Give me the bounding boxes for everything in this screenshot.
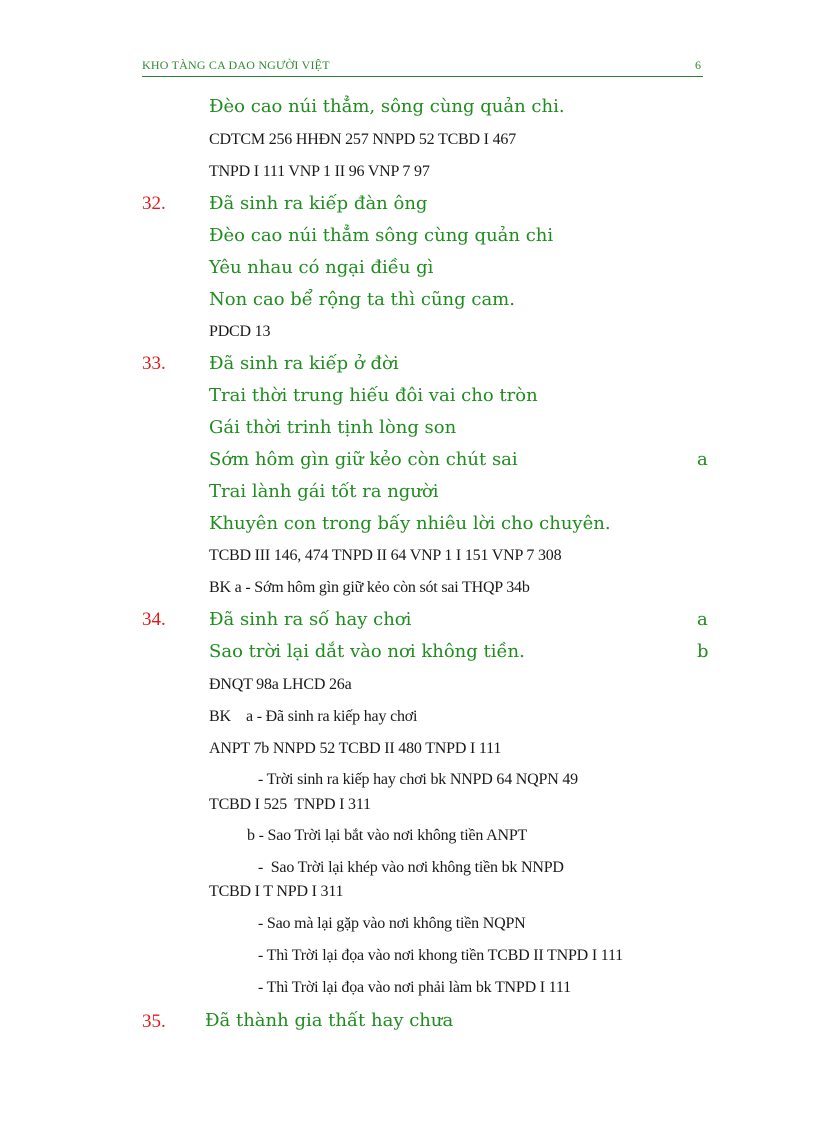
verse-line: Đã thành gia thất hay chưa [205, 1010, 454, 1031]
verse-line: Đã sinh ra số hay chơi [209, 609, 412, 630]
source-note: CDTCM 256 HHĐN 257 NNPD 52 TCBD I 467 [209, 131, 516, 148]
variant-note: - Thì Trời lại đọa vào nơi phải làm bk TNPD I 111 [258, 979, 571, 996]
variant-note: BK a - Đã sinh ra kiếp hay chơi [209, 708, 418, 725]
verse-line: Non cao bể rộng ta thì cũng cam. [209, 289, 515, 310]
verse-line: Đèo cao núi thẳm sông cùng quản chi [209, 225, 554, 246]
source-note: ANPT 7b NNPD 52 TCBD II 480 TNPD I 111 [209, 740, 502, 757]
variant-mark: a [697, 609, 708, 630]
source-note: ĐNQT 98a LHCD 26a [209, 676, 352, 693]
variant-note: - Thì Trời lại đọa vào nơi khong tiền TCBD II TNPD I 111 [258, 947, 623, 964]
verse-line: Sao trời lại dắt vào nơi không tiền. [209, 641, 525, 662]
variant-mark: b [697, 641, 709, 662]
verse-line: Đèo cao núi thẳm, sông cùng quản chi. [209, 96, 565, 117]
verse-line: Đã sinh ra kiếp ở đời [209, 353, 399, 374]
verse-line: Gái thời trinh tịnh lòng son [209, 417, 457, 438]
source-note: PDCD 13 [209, 323, 271, 340]
source-note: TNPD I 111 VNP 1 II 96 VNP 7 97 [209, 163, 430, 180]
verse-line: Yêu nhau có ngại điều gì [209, 257, 434, 278]
variant-note: BK a - Sớm hôm gìn giữ kẻo còn sót sai THQP 34b [209, 579, 530, 596]
variant-note: - Sao Trời lại khép vào nơi không tiền bk NNPD [258, 859, 564, 876]
verse-line: Đã sinh ra kiếp đàn ông [209, 193, 428, 214]
page-number: 6 [695, 58, 701, 72]
variant-mark: a [697, 449, 708, 470]
entry-number: 32. [142, 193, 166, 214]
verse-line: Sớm hôm gìn giữ kẻo còn chút sai [209, 449, 518, 470]
source-note: TCBD I 525 TNPD I 311 [209, 796, 371, 813]
verse-line: Trai lành gái tốt ra người [209, 481, 439, 502]
source-note: TCBD I T NPD I 311 [209, 883, 344, 900]
book-title: KHO TÀNG CA DAO NGƯỜI VIỆT [142, 58, 330, 72]
source-note: TCBD III 146, 474 TNPD II 64 VNP 1 I 151 VNP 7 308 [209, 547, 562, 564]
entry-number: 35. [142, 1011, 166, 1032]
variant-note: b - Sao Trời lại bắt vào nơi không tiền ANPT [247, 827, 528, 844]
page-header [142, 56, 703, 77]
entry-number: 34. [142, 609, 166, 630]
variant-note: - Trời sinh ra kiếp hay chơi bk NNPD 64 NQPN 49 [258, 771, 578, 788]
entry-number: 33. [142, 353, 166, 374]
verse-line: Khuyên con trong bấy nhiêu lời cho chuyên. [209, 513, 611, 534]
verse-line: Trai thời trung hiếu đôi vai cho tròn [209, 385, 538, 406]
variant-note: - Sao mà lại gặp vào nơi không tiền NQPN [258, 915, 526, 932]
